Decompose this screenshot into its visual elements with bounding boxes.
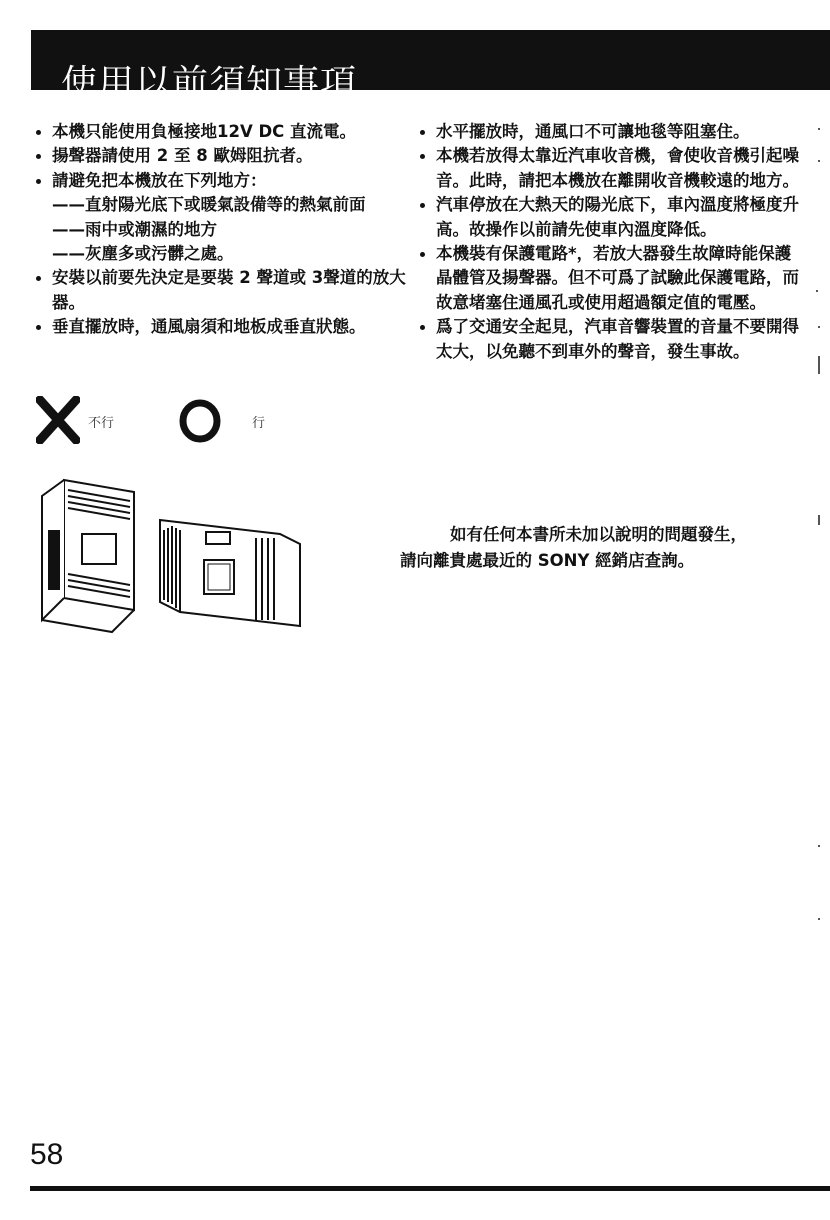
item-text: 本機若放得太靠近汽車收音機，會使收音機引起噪音。此時，請把本機放在離開收音機較遠的地方。 (436, 146, 799, 190)
right-column (420, 120, 800, 364)
note-line-1: 如有任何本書所未加以說明的問題發生， (450, 525, 747, 544)
circle-icon (178, 398, 222, 444)
bottom-rule (30, 1186, 830, 1191)
right-label: 行 (252, 416, 266, 431)
item-text: 汽車停放在大熱天的陽光底下，車內溫度將極度升高。故操作以前請先使車內溫度降低。 (436, 195, 799, 239)
bullet-icon (420, 203, 425, 208)
amplifier-vertical-illustration (34, 470, 154, 640)
speck (816, 290, 818, 292)
amplifier-horizontal-illustration (150, 508, 310, 638)
speck (818, 326, 820, 328)
speck (818, 515, 820, 525)
item-text: 請避免把本機放在下列地方： (52, 170, 267, 190)
sub-item: ——直射陽光底下或暖氣設備等的熱氣前面 (52, 195, 366, 215)
speck (818, 845, 820, 847)
item-text: 揚聲器請使用 2 至 8 歐姆阻抗者。 (52, 146, 313, 166)
bullet-icon (36, 130, 41, 135)
orientation-illustration-labels (36, 396, 356, 456)
left-column (36, 120, 406, 340)
speck (818, 160, 820, 162)
bullet-icon (36, 276, 41, 281)
bullet-icon (420, 252, 425, 257)
bullet-icon (420, 130, 425, 135)
list-item (420, 144, 800, 193)
item-text: 本機只能使用負極接地12V DC 直流電。 (52, 122, 357, 141)
wrong-label: 不行 (88, 416, 115, 431)
bullet-icon (36, 325, 41, 330)
title-bar (31, 30, 830, 105)
bullet-icon (36, 179, 41, 184)
speck (818, 128, 820, 130)
cross-icon (36, 396, 80, 444)
item-text: 垂直擺放時，通風扇須和地板成垂直狀態。 (52, 317, 366, 337)
item-text: 爲了交通安全起見，汽車音響裝置的音量不要開得太大，以免聽不到車外的聲音，發生事故。 (436, 317, 799, 361)
speck (818, 356, 820, 374)
page-title: 使用以前須知事項 (61, 63, 358, 105)
list-item (36, 144, 406, 168)
list-item (36, 120, 406, 144)
sub-item: ——灰塵多或污髒之處。 (52, 244, 234, 264)
list-item (420, 242, 800, 315)
bullet-icon (420, 154, 425, 159)
page-number: 58 (30, 1138, 64, 1171)
list-item (420, 315, 800, 364)
list-item (36, 266, 406, 315)
list-item (420, 193, 800, 242)
list-item (420, 120, 800, 144)
sub-item: ——雨中或潮濕的地方 (52, 219, 217, 239)
list-item (36, 169, 406, 193)
item-text: 安裝以前要先決定是要裝 2 聲道或 3聲道的放大器。 (52, 268, 406, 312)
bullet-icon (420, 325, 425, 330)
note-line-2: 請向離貴處最近的 SONY 經銷店查詢。 (400, 551, 695, 570)
speck (818, 918, 820, 920)
list-item (36, 315, 406, 339)
item-text: 水平擺放時，通風口不可讓地毯等阻塞住。 (436, 122, 750, 141)
item-text: 本機裝有保護電路*，若放大器發生故障時能保護晶體管及揚聲器。但不可爲了試驗此保護電路，而故意堵塞住通風孔或使用超過額定值的電壓。 (436, 244, 799, 312)
inquiry-note (400, 522, 800, 574)
bullet-icon (36, 154, 41, 159)
